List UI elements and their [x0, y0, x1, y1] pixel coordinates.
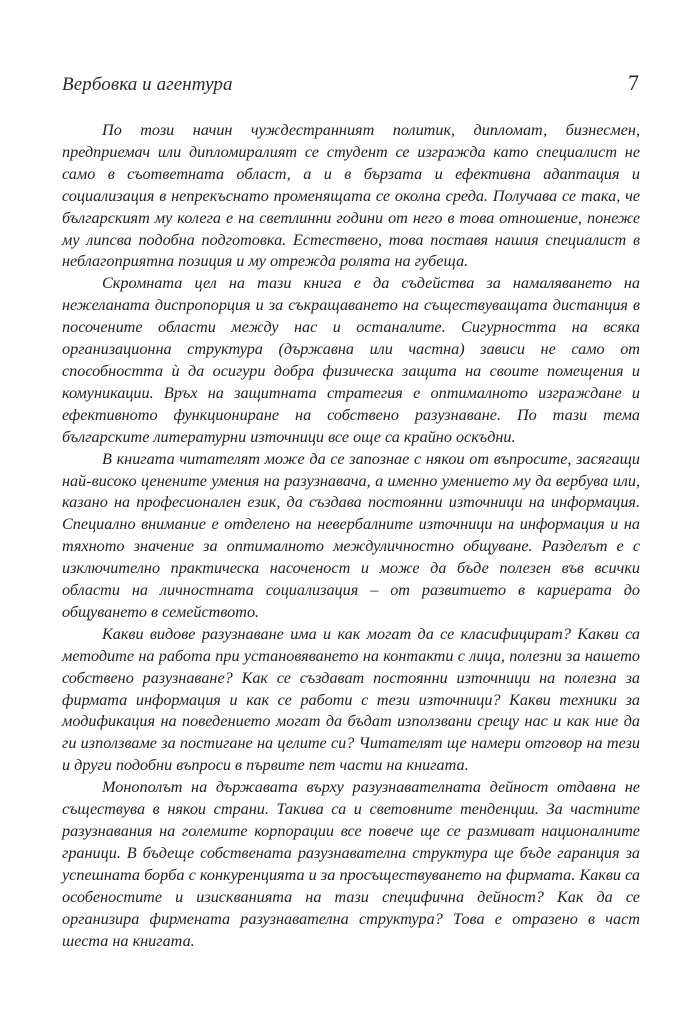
- body-text: [62, 120, 640, 952]
- paragraph: Монополът на държавата върху разузнавателната дейност отдавна не съществува в някои страни. Такива са и световните тенденции. За частните разузнавания на големите корпорации все повече ще се размиват националните граници. В бъдеще собствената разузнавателна структура ще бъде гаранция за успешната борба с конкуренцията и за просъществуването на фирмата. Какви са особеностите и изискванията на тази специфична дейност? Как да се организира фирмената разузнавателна структура? Това е отразено в част шеста на книгата.: [62, 778, 640, 950]
- page-number: 7: [628, 70, 639, 95]
- paragraph: Скромната цел на тази книга е да съдейства за намаляването на нежеланата диспропорция и за съкращаването на съществуващата дистанция в посочените области между нас и останалите. Сигурността на всяка организационна структура (държавна или частна) зависи не само от способността ѝ да осигури добра физическа защита на своите помещения и комуникации. Връх на защитната стратегия е оптималното изграждане и ефективното функциониране на собствено разузнаване. По тази тема българските литературни източници все още са крайно оскъдни.: [62, 274, 640, 446]
- running-head-title: Вербовка и агентура: [62, 74, 233, 95]
- paragraph: В книгата читателят може да се запознае с някои от въпросите, засягащи най-високо ценените умения на разузнавача, а именно умението му да вербува или, казано на професионален език, да създава постоянни източници на информация. Специално внимание е отделено на невербалните източници на информация и на тяхното значение за оптималното междуличностно общуване. Разделът е с изключително практическа насоченост и може да бъде полезен във всички области на личностната социализация – от развитието в кариерата до общуването в семейството.: [62, 449, 640, 621]
- paragraph: Какви видове разузнаване има и как могат да се класифицират? Какви са методите на работа при установяването на контакти с лица, полезни за нашето собствено разузнаване? Как се създават постоянни източници на полезна за фирмата информация и как се работи с тези източници? Какви техники за модификация на поведението могат да бъдат използвани срещу нас и как ние да ги използваме за постигане на целите си? Читателят ще намери отговор на тези и други подобни въпроси в първите пет части на книгата.: [62, 624, 640, 775]
- paragraph: По този начин чуждестранният политик, дипломат, бизнесмен, предприемач или дипломиралият се студент се изгражда като специалист не само в съответната област, а и в бързата и ефективна адаптация и социализация в непрекъснато променящата се околна среда. Получава се така, че българският му колега е на светлинни години от него в това отношение, понеже му липсва подобна подготовка. Естествено, това поставя нашия специалист в неблагоприятна позиция и му отрежда ролята на губеща.: [62, 121, 640, 271]
